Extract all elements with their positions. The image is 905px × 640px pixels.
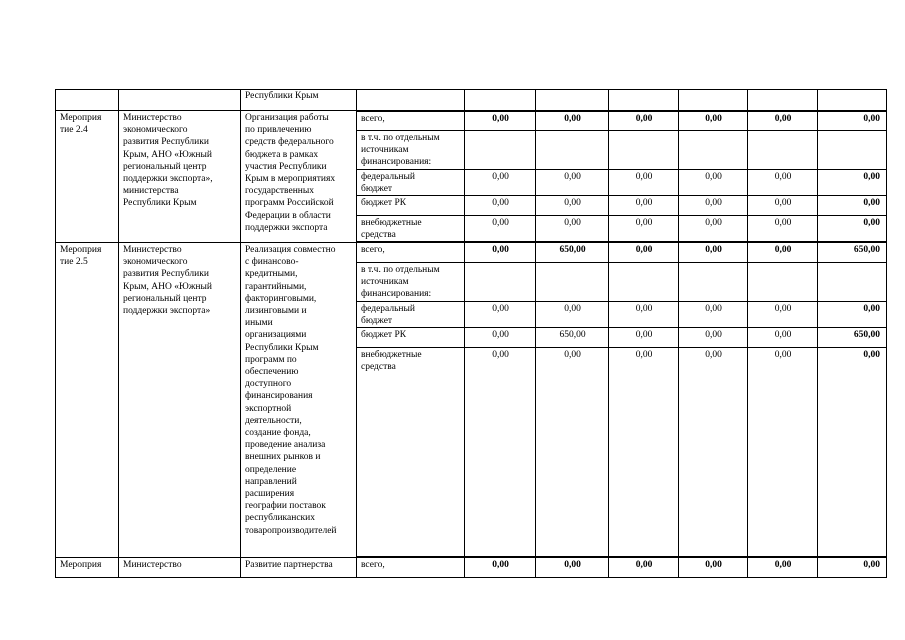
funding-value: 0,00 [818, 196, 887, 216]
funding-value: 0,00 [748, 242, 818, 262]
measure-row [56, 242, 887, 262]
carryover-value [609, 90, 679, 111]
funding-value: 0,00 [536, 196, 609, 216]
funding-value: 0,00 [465, 196, 536, 216]
measure-executor: Министерство экономического развития Республики Крым, АНО «Южный региональный центр поддержки экспорта», министерства Республики Крым [119, 111, 241, 243]
carryover-value [465, 90, 536, 111]
measure-code: Мероприя тие 2.5 [56, 242, 119, 557]
funding-value: 0,00 [679, 327, 748, 347]
measure-description: Развитие партнерства [241, 557, 357, 577]
measure-executor: Министерство экономического развития Республики Крым, АНО «Южный региональный центр поддержки экспорта» [119, 242, 241, 557]
funding-value: 0,00 [818, 347, 887, 557]
funding-value: 0,00 [818, 169, 887, 195]
funding-value: 0,00 [748, 196, 818, 216]
funding-source: бюджет РК [357, 327, 465, 347]
carryover-value [679, 90, 748, 111]
budget-table [55, 89, 887, 578]
funding-value: 0,00 [748, 111, 818, 131]
measure-executor: Министерство [119, 557, 241, 577]
funding-value: 0,00 [679, 301, 748, 327]
funding-value: 650,00 [536, 327, 609, 347]
funding-value: 0,00 [465, 242, 536, 262]
funding-value: 0,00 [536, 169, 609, 195]
measure-row [56, 111, 887, 131]
funding-value: 0,00 [748, 557, 818, 577]
funding-value: 650,00 [536, 242, 609, 262]
funding-value: 0,00 [818, 557, 887, 577]
funding-value: 0,00 [536, 557, 609, 577]
measure-description: Организация работы по привлечению средств федерального бюджета в рамках участия Республики Крым в мероприятиях государственных программ Российской Федерации в области поддержки экспорта [241, 111, 357, 243]
funding-value [818, 262, 887, 301]
funding-source: в т.ч. по отдельным источникам финансирования: [357, 131, 465, 170]
funding-source: федеральный бюджет [357, 169, 465, 195]
funding-value [609, 131, 679, 170]
funding-value: 0,00 [609, 169, 679, 195]
measure-code: Мероприя тие 2.4 [56, 111, 119, 243]
funding-value [465, 262, 536, 301]
funding-value: 0,00 [609, 301, 679, 327]
funding-value [609, 262, 679, 301]
funding-value [818, 131, 887, 170]
funding-value: 0,00 [465, 327, 536, 347]
funding-source: всего, [357, 557, 465, 577]
carryover-code [56, 90, 119, 111]
funding-value: 0,00 [748, 169, 818, 195]
funding-value [536, 262, 609, 301]
carryover-value [748, 90, 818, 111]
funding-value: 0,00 [465, 216, 536, 243]
funding-value: 0,00 [465, 301, 536, 327]
funding-value: 0,00 [679, 196, 748, 216]
funding-value: 0,00 [818, 216, 887, 243]
funding-value: 0,00 [609, 242, 679, 262]
funding-value [679, 262, 748, 301]
funding-value [748, 131, 818, 170]
funding-source: всего, [357, 242, 465, 262]
funding-value: 0,00 [679, 216, 748, 243]
measure-code: Мероприя [56, 557, 119, 577]
carryover-value [536, 90, 609, 111]
funding-value [536, 131, 609, 170]
funding-value: 0,00 [609, 216, 679, 243]
funding-value: 0,00 [609, 196, 679, 216]
funding-value: 0,00 [609, 111, 679, 131]
funding-source: внебюджетные средства [357, 216, 465, 243]
funding-value: 0,00 [536, 301, 609, 327]
funding-value: 0,00 [465, 557, 536, 577]
measure-description: Реализация совместно с финансово- кредитными, гарантийными, факторинговыми, лизинговыми и иными организациями Республики Крым программ по обеспечению доступного финансирования экспортной деятельности, создание фонда, проведение анализа внешних рынков и определение направлений расширения географии поставок республиканских товаропроизводителей [241, 242, 357, 557]
funding-value: 0,00 [465, 111, 536, 131]
funding-value: 0,00 [536, 216, 609, 243]
funding-value: 0,00 [748, 216, 818, 243]
funding-value: 0,00 [465, 169, 536, 195]
funding-value: 0,00 [748, 327, 818, 347]
funding-value: 0,00 [679, 169, 748, 195]
funding-source: всего, [357, 111, 465, 131]
funding-value: 0,00 [748, 301, 818, 327]
funding-value [465, 131, 536, 170]
funding-value: 0,00 [609, 557, 679, 577]
funding-source: бюджет РК [357, 196, 465, 216]
funding-value: 0,00 [465, 347, 536, 557]
carryover-row [56, 90, 887, 111]
funding-source: в т.ч. по отдельным источникам финансирования: [357, 262, 465, 301]
funding-value: 0,00 [679, 557, 748, 577]
measure-row [56, 557, 887, 577]
funding-value: 0,00 [679, 347, 748, 557]
funding-value: 0,00 [536, 111, 609, 131]
carryover-source [357, 90, 465, 111]
table-body [56, 90, 887, 578]
funding-value: 0,00 [679, 111, 748, 131]
funding-value [748, 262, 818, 301]
carryover-executor [119, 90, 241, 111]
funding-value: 0,00 [536, 347, 609, 557]
funding-value: 0,00 [818, 111, 887, 131]
carryover-value [818, 90, 887, 111]
funding-value: 0,00 [679, 242, 748, 262]
funding-value [679, 131, 748, 170]
carryover-description: Республики Крым [241, 90, 357, 111]
funding-value: 0,00 [818, 301, 887, 327]
funding-source: внебюджетные средства [357, 347, 465, 557]
funding-value: 650,00 [818, 242, 887, 262]
funding-source: федеральный бюджет [357, 301, 465, 327]
funding-value: 0,00 [609, 347, 679, 557]
funding-value: 0,00 [609, 327, 679, 347]
funding-value: 650,00 [818, 327, 887, 347]
funding-value: 0,00 [748, 347, 818, 557]
